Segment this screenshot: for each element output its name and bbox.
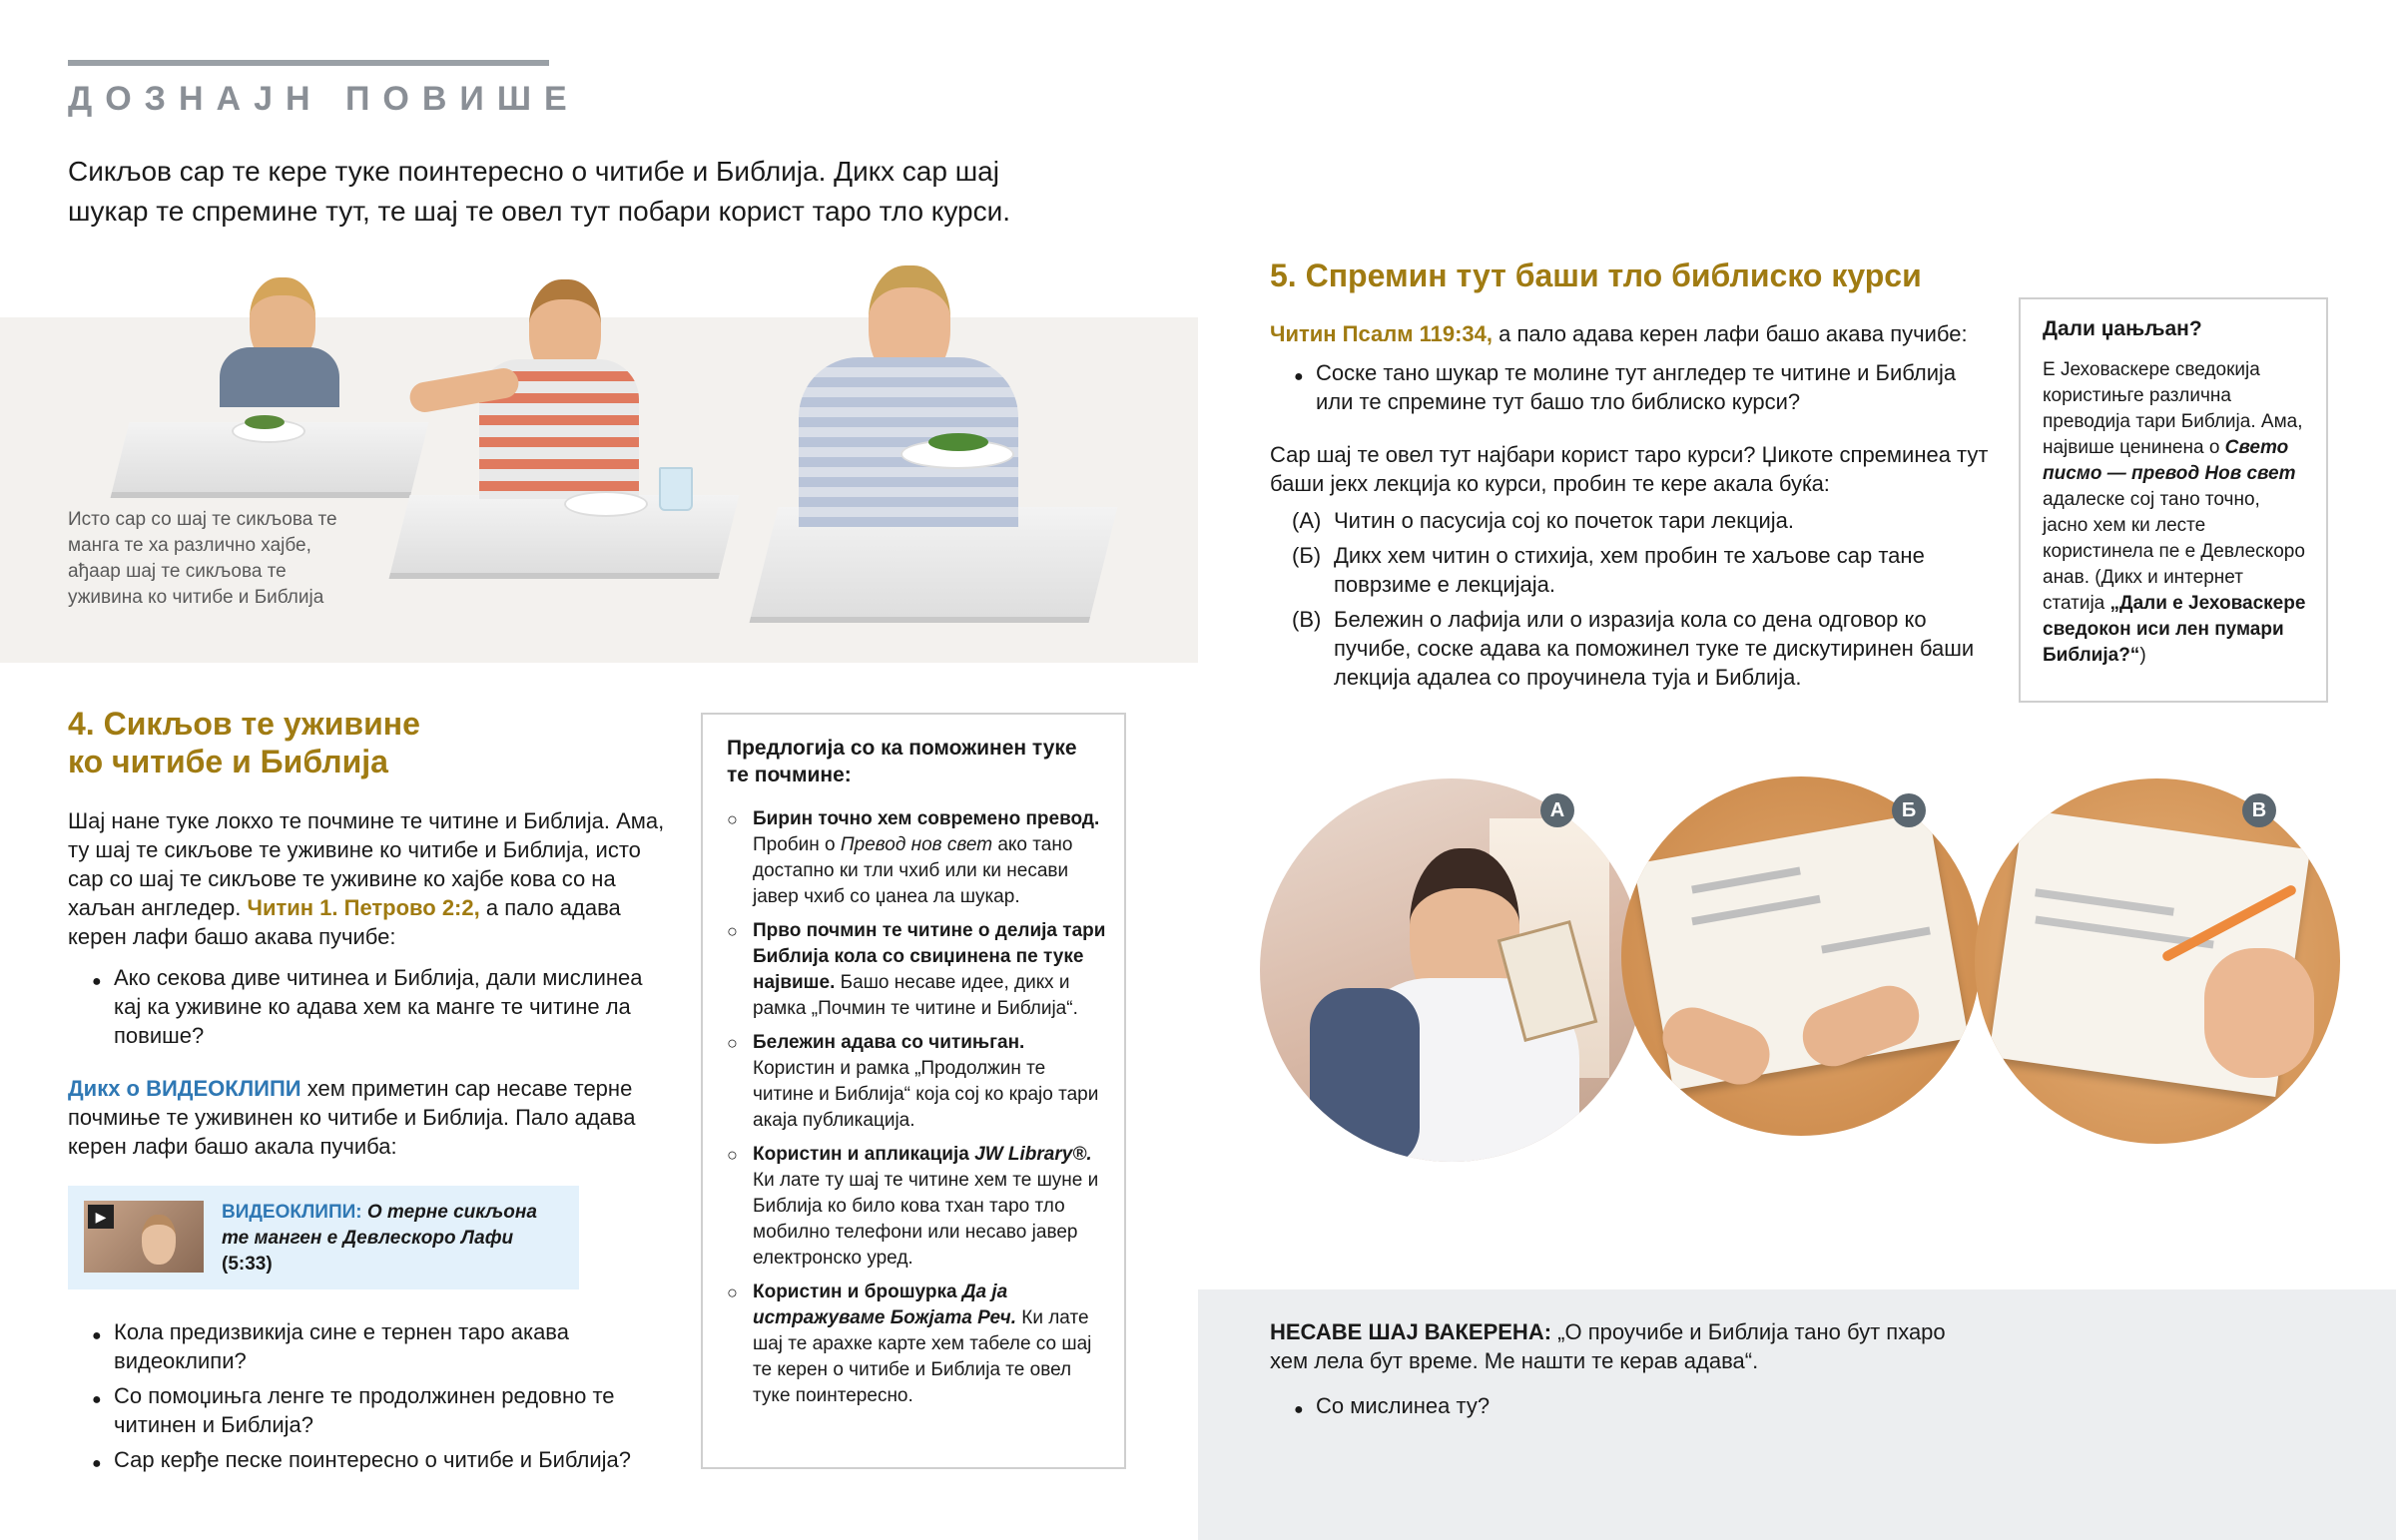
illustration-a-girl-reading [1260,778,1643,1162]
intro-text: Сикљов сар те кере туке поинтересно о читибе и Библија. Дикх сар шај шукар те спремине тут, те шај те овел тут побари корист таро тло курси. [68,156,1011,227]
objection-quote: „О проучибе и Библија тано бут пхаро хем лела бут време. Ме нашти те керав адава“. [1270,1319,1946,1373]
tip-item: ○ Користин и апликација JW Library®. Ки лате ту шај те читине хем те шуне и Библија ко било кова тхан таро тло мобилно телефони или несаво јавер електронско уред. [727,1142,1106,1272]
section-5-title: 5. Спремин тут баши тло библиско курси [1270,257,1922,293]
food-illustration [0,317,1198,663]
boy-2-illustration [409,279,639,499]
tips-list [727,806,1106,1417]
video-questions [68,1317,667,1474]
tip-item: ○ Користин и брошурка Да ја истражуваме Божјата Реч. Ки лате шај те арахке карте хем табеле со шај те керен о читибе и Библија те овел туке поинтересно. [727,1280,1106,1409]
header-rule [68,60,549,66]
page-title: ДОЗНАЈН ПОВИШЕ [68,80,580,118]
video-title[interactable]: О терне сикљона те манген е Девлескоро Лафи [222,1202,537,1249]
step-b: (Б) Дикх хем читин о стихија, хем пробин те хаљове сар тане поврзиме е лекцијаја. [1292,543,1925,597]
video-duration: (5:33) [222,1254,273,1275]
step-c: (В) Бележин о лафија или о изразија кола со дена одговор ко пучибе, соске адава ка поможинел туке те дискутиринен баши лекција адалеа со проучинела туја и Библија. [1292,607,1975,690]
video-card[interactable] [68,1186,579,1289]
objection-box [1198,1289,2396,1540]
video-link[interactable]: Дикх о ВИДЕОКЛИПИ [68,1076,301,1101]
illustration-b-hand-pointing [1621,776,1981,1136]
tip-item: ○ Бележин адава со читињган. Користин и рамка „Продолжин те читине и Библија“ која сој ко крајо тари акаја публикација. [727,1030,1106,1134]
section-5-body: Читин Псалм 119:34, а пало адава керен лафи башо акава пучибе: ● Соске тано шукар те молине тут англедер те читине и Библија или те спремине тут башо тло библиско курси? Сар шај те овел тут најбари корист таро курси? Џикоте спреминеа тут баши јекх лекција ко курси, пробин те кере акала буќа: (А) Читин о пасусија сој ко почеток тари лекција. (Б) Дикх хем читин о стихија, хем пробин те хаљове сар тане поврзиме е лекцијаја. (В) Бележин о лафија или о изразија кола со дена одговор ко пучибе, соске адава ка поможинел туке те дискутиринен баши лекција адалеа со проучинела туја и Библија. [1270,319,1999,692]
did-you-know-text: Е Јеховаскере сведокија користињге различна преводија тари Библија. Ама, највише ценинена о Свето писмо — превод Нов свет адалеске сој тано точно, јасно хем ки лесте користинела пе е Девлескоро анав. (Дикх и интернет статија „Дали е Јеховаскере сведокон иси лен пумари Библија?“) [2043,359,2306,666]
illustration-c-writing [1975,778,2340,1144]
step-a: (А) Читин о пасусија сој ко почеток тари лекција. [1292,508,1795,533]
badge-c: В [2242,793,2276,827]
did-you-know-title: Дали џањљан? [2043,317,2202,340]
article-link[interactable]: „Дали е Јеховаскере сведокон иси лен пумари Библија?“ [2043,593,2306,666]
badge-b: Б [1892,793,1926,827]
question-bullet: ● Ако секова диве читинеа и Библија, дали мислинеа кај ка уживине ко адава хем ка манге те читине ла повише? [68,963,667,1050]
question-bullet: ● Соске тано шукар те молине тут англедер те читине и Библија или те спремине тут башо тло библиско курси? [1270,358,1999,416]
video-label: ВИДЕОКЛИПИ: [222,1202,362,1223]
tips-box [701,713,1126,1469]
question-bullet: ● Со помоџињга ленге те продолжинен редовно те читинен и Библија? [68,1381,667,1439]
question-bullet: ● Кола предизвикија сине е тернен таро акава видеоклипи? [68,1317,667,1375]
tips-box-title: Предлогија со ка поможинен туке те почмине: [727,737,1077,786]
boy-1-illustration [210,277,349,417]
section-4-title: 4. Сикљов те уживине ко читибе и Библија [68,706,420,779]
question-bullet: ● Сар керђе песке поинтересно о читибе и Библија? [68,1445,667,1474]
badge-a: А [1540,793,1574,827]
play-icon[interactable]: ▶ [88,1205,114,1229]
objection-label: НЕСАВЕ ШАЈ ВАКЕРЕНА: [1270,1319,1552,1344]
tip-item: ○ Бирин точно хем современо превод. Пробин о Превод нов свет ако тано достапно ки тли чхиб или ки несави јавер чхиб со џанеа ла шукар. [727,806,1106,910]
section-4-body: Шај нане туке локхо те почмине те читине и Библија. Ама, ту шај те сикљове те уживине ко читибе и Библија, исто сар со шај те сикљове те уживине ко хајбе кова со на хаљан англедер. Читин 1. Петрово 2:2, а пало адава керен лафи башо акава пучибе: ● Ако секова диве читинеа и Библија, дали мислинеа кај ка уживине ко адава хем ка манге те читине ла повише? Дикх о ВИДЕОКЛИПИ хем приметин сар несаве терне почмиње те уживинен ко читибе и Библија. Пало адава керен лафи башо акала пучиба: [68,806,667,1161]
tip-item: ○ Прво почмин те читине о делија тари Библија кола со свиџинена пе туке највише. Башо несаве идее, дикх и рамка „Почмин те читине и Библија“. [727,918,1106,1022]
scripture-ref-1-peter[interactable]: Читин 1. Петрово 2:2, [247,895,480,920]
scripture-ref-psalm[interactable]: Читин Псалм 119:34, [1270,321,1493,346]
question-bullet: ● Со мислинеа ту? [1270,1391,1869,1420]
photo-caption: Исто сар со шај те сикљова те манга те ха различно хајбе, ађаар шај те сикљова те уживина ко читибе и Библија [68,509,337,608]
did-you-know-box [2019,297,2328,703]
boy-3-illustration [789,265,1018,525]
video-thumbnail[interactable] [84,1201,204,1273]
